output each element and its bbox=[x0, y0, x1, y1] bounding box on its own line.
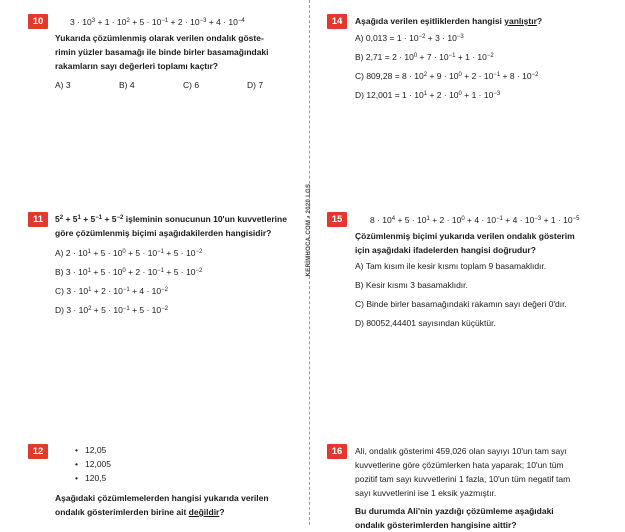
side-watermark: KERİMHOCA.COM • 2020 LGS bbox=[306, 183, 312, 277]
question-stem: Çözümlenmiş biçimi yukarıda verilen ondalık gösterim için aşağıdaki ifadelerden hangisi doğrudur? bbox=[355, 231, 575, 255]
question-expression: $3 \cdot 10^3 + 1 \cdot 10^2 + 5 \cdot 10^{-1} + 2 \cdot 10^{-3} + 4 \cdot 10^{-4}$ bbox=[70, 17, 245, 27]
answer-options bbox=[55, 80, 311, 90]
option-a[interactable]: A) $0,013 = 1 \cdot 10^{-2} + 3 \cdot 10^{-3}$ bbox=[355, 33, 464, 43]
question-expression: $8 \cdot 10^4 + 5 \cdot 10^1 + 2 \cdot 10^0 + 4 \cdot 10^{-1} + 4 \cdot 10^{-3} + 1 \cdot 10^{-5}$ bbox=[370, 215, 580, 225]
option-c[interactable]: C) $3 \cdot 10^1 + 2 \cdot 10^{-1} + 4 \cdot 10^{-2}$ bbox=[55, 286, 168, 296]
question-number: 16 bbox=[327, 444, 347, 459]
option-c[interactable]: C) $809,28 = 8 \cdot 10^2 + 9 \cdot 10^0 + 2 \cdot 10^{-1} + 8 \cdot 10^{-2}$ bbox=[355, 71, 539, 81]
option-a[interactable]: A) 3 bbox=[55, 80, 71, 90]
list-item: • 120,5 bbox=[75, 473, 106, 483]
question-number: 11 bbox=[28, 212, 48, 227]
question-body: Ali, ondalık gösterimi 459,026 olan sayıyı 10'un tam sayı kuvvetlerine göre çözümlerken hata yaparak; 10'un tüm pozitif tam sayı kuvvetlerini 1 fazla, 10'un tüm negatif tam sayı kuvvetlerini ise 1 eksik yazmıştır. bbox=[355, 446, 571, 498]
option-d[interactable]: D) $12,001 = 1 \cdot 10^1 + 2 \cdot 10^0 + 1 \cdot 10^{-3}$ bbox=[355, 90, 501, 100]
question-stem: Aşağıda verilen eşitliklerden hangisi yanlıştır? bbox=[355, 16, 543, 26]
question-stem: Aşağıdaki çözümlemelerden hangisi yukarıda verilen ondalık gösterimlerden birine ait değildir? bbox=[55, 493, 269, 517]
question-stem: Yukarıda çözümlenmiş olarak verilen ondalık göste- rimin yüzler basamağı ile binde birler basamağındaki rakamların sayı değerleri toplamı kaçtır? bbox=[55, 33, 269, 71]
question-number: 12 bbox=[28, 444, 48, 459]
list-item: • 12,005 bbox=[75, 459, 111, 469]
question-stem: Bu durumda Ali'nin yazdığı çözümleme aşağıdaki ondalık gösterimlerden hangisine aittir? bbox=[355, 506, 554, 530]
option-b[interactable]: B) $2,71 = 2 \cdot 10^0 + 7 \cdot 10^{-1} + 1 \cdot 10^{-2}$ bbox=[355, 52, 494, 62]
question-stem: $5^2 + 5^1 + 5^{-1} + 5^{-2}$ işleminin sonucunun 10'un kuvvetlerine göre çözümlenmiş biçimi aşağıdakilerden hangisidir? bbox=[55, 214, 287, 238]
list-item: • 12,05 bbox=[75, 445, 106, 455]
option-d[interactable]: D) 7 bbox=[247, 80, 264, 90]
option-c[interactable]: C) 6 bbox=[183, 80, 200, 90]
question-number: 15 bbox=[327, 212, 347, 227]
option-a[interactable]: A) Tam kısım ile kesir kısmı toplam 9 basamaklıdır. bbox=[355, 261, 547, 271]
option-b[interactable]: B) 4 bbox=[119, 80, 135, 90]
option-d[interactable]: D) $3 \cdot 10^2 + 5 \cdot 10^{-1} + 5 \cdot 10^{-2}$ bbox=[55, 305, 168, 315]
right-column bbox=[318, 0, 625, 530]
question-number: 14 bbox=[327, 14, 347, 29]
option-b[interactable]: B) $3 \cdot 10^1 + 5 \cdot 10^0 + 2 \cdot 10^{-1} + 5 \cdot 10^{-2}$ bbox=[55, 267, 203, 277]
left-column bbox=[0, 0, 302, 525]
option-a[interactable]: A) $2 \cdot 10^1 + 5 \cdot 10^0 + 5 \cdot 10^{-1} + 5 \cdot 10^{-2}$ bbox=[55, 248, 203, 258]
option-c[interactable]: C) Binde birler basamağındaki rakamın sayı değeri 0'dır. bbox=[355, 299, 567, 309]
option-b[interactable]: B) Kesir kısmı 3 basamaklıdır. bbox=[355, 280, 468, 290]
option-d[interactable]: D) 80052,44401 sayısından küçüktür. bbox=[355, 318, 496, 328]
question-number: 10 bbox=[28, 14, 48, 29]
